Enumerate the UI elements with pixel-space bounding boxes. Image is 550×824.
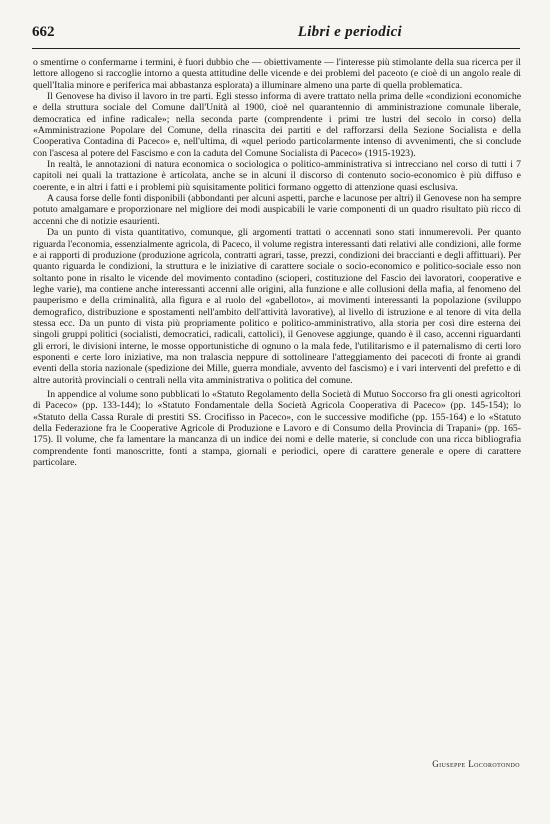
paragraph: Il Genovese ha diviso il lavoro in tre parti. Egli stesso informa di avere trattato nella prima delle «condizioni economiche e della struttura sociale del Comune dall'Unità al 1900, cioè nel quarantennio di amministrazione comunale liberale, democratica ed infine radicale»; nella seconda parte (comprendente i primi tre lustri del secolo in corso) della «Amministrazione Popolare del Comune, della rinascita dei partiti e del rafforzarsi della Sezione Socialista e della Cooperativa Contadina di Paceco» e, nell'ultima, di «quel periodo particolarmente intenso di avvenimenti, che si conclude con l'ascesa al potere del Fascismo e con la caduta del Comune Socialista di Paceco» (1915-1923). — [33, 91, 521, 159]
page-number: 662 — [32, 24, 55, 40]
paragraph: Da un punto di vista quantitativo, comunque, gli argomenti trattati o accennati sono stati innumerevoli. Per quanto riguarda l'economia, essenzialmente agricola, di Paceco, il volume registra interessanti dati relativi alle condizioni, alle forme e ai rapporti di produzione (produzione agricola, contratti agrari, tasse, prezzi, condizioni dei braccianti e degli affittuari). Per quanto riguarda le condizioni, la struttura e le iniziative di carattere sociale o socio-economico e politico-sociale esso non soltanto pone in risalto le vicende del movimento contadino (scioperi, costituzione del Fascio dei lavoratori, cooperative e leghe varie), ma contiene anche interessanti accenni alle origini, alla funzione e alle collusioni della mafia, al fenomeno del pauperismo e della criminalità, alla figura e al ruolo del «gabelloto», ai movimenti interessanti la popolazione (sviluppo demografico, distribuzione e spostamenti nell'ambito dell'attività lavorative), al livello di istruzione e al tenore di vita della stessa ecc. Da un punto di vista più propriamente politico e politico-amministrativo, alla storia per così dire esterna dei singoli gruppi politici (socialisti, democratici, radicali, cattolici), il Genovese aggiunge, quando è il caso, accenni riguardanti gli errori, le divisioni interne, le mosse opportunistiche di ognuno o la mala fede, l'utilitarismo e il paternalismo di certi loro esponenti e certe loro iniziative, ma non tralascia neppure di sottolineare l'atteggiamento dei pacecoti di fronte ai grandi eventi della storia nazionale (spedizione dei Mille, guerra mondiale, avvento del fascismo) e i vari interventi del prefetto e di altre autorità provinciali o centrali nella vita amministrativa o politica del comune. — [33, 227, 521, 386]
paragraph: In appendice al volume sono pubblicati lo «Statuto Regolamento della Società di Mutuo Soccorso fra gli onesti agricoltori di Paceco» (pp. 133-144); lo «Statuto Fondamentale della Società Agricola Cooperativa di Paceco» (pp. 145-154); lo «Statuto della Cassa Rurale di prestiti SS. Crocifisso in Paceco», con le successive modifiche (pp. 155-164) e lo «Statuto della Federazione fra le Cooperative Agricole di Produzione e Lavoro e di Consumo della Provincia di Trapani» (pp. 165-175). Il volume, che fa lamentare la mancanza di un indice dei nomi e delle materie, si conclude con una ricca bibliografia comprendente fonti manoscritte, fonti a stampa, giornali e periodici, opere di carattere generale e opere di carattere particolare. — [33, 388, 521, 469]
article-body — [33, 57, 521, 468]
paragraph: In realtà, le annotazioni di natura economica o sociologica o politico-amministrativa si intrecciano nel corso di tutti i 7 capitoli nei quali la trattazione è articolata, anche se in alcuni il discorso di contenuto socio-economico è più diffuso e coerente, e in altri i fatti e i problemi più squisitamente politici formano oggetto di attenzione quasi esclusiva. — [33, 159, 521, 193]
page-header — [32, 24, 520, 49]
paragraph: o smentirne o confermarne i termini, è fuori dubbio che — obiettivamente — l'interesse più stimolante della sua ricerca per il lettore allogeno si raccoglie intorno a questa attitudine delle vicende e dei problemi del paceoto (e cioè di un angolo reale di quell'Italia minore e periferica mai abbastanza esplorata) a illuminare almeno una parte di quella problematica. — [33, 57, 521, 91]
paragraph: A causa forse delle fonti disponibili (abbondanti per alcuni aspetti, parche e lacunose per altri) il Genovese non ha sempre potuto amalgamare e proporzionare nel migliore dei modi auspicabili le varie componenti di un quadro risultato più ricco di accenni che di notizie esaurienti. — [33, 193, 521, 227]
author-signature: Giuseppe Locorotondo — [432, 759, 520, 769]
running-title: Libri e periodici — [297, 24, 402, 40]
